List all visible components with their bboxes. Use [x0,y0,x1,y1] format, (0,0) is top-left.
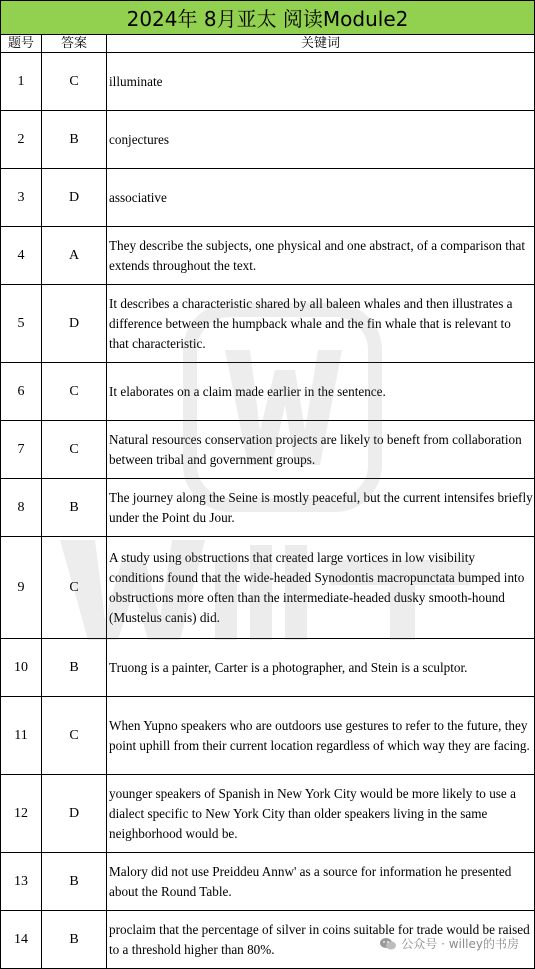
question-number: 12 [1,775,42,853]
table-row [1,169,535,227]
question-number: 6 [1,363,42,421]
table-row [1,697,535,775]
answer-letter: A [42,227,107,285]
keyword-text: illuminate [107,53,535,111]
table-row [1,421,535,479]
answer-letter: C [42,697,107,775]
keyword-text: A study using obstructions that created large vortices in low visibility conditions found that the wide-headed Synodontis macropunctata bumped into obstructions more often than the intermediate-headed dusky smooth-hound (Mustelus canis) did. [107,537,535,639]
question-number: 4 [1,227,42,285]
answer-letter: C [42,363,107,421]
table-row [1,53,535,111]
answer-letter: C [42,537,107,639]
keyword-text: proclaim that the percentage of silver in coins suitable for trade would be raised to a threshold higher than 80%. [107,911,535,969]
header-answer: 答案 [42,35,107,53]
table-row [1,227,535,285]
keyword-text: They describe the subjects, one physical and one abstract, of a comparison that extends throughout the text. [107,227,535,285]
keyword-text: Malory did not use Preiddeu Annw' as a source for information he presented about the Round Table. [107,853,535,911]
header-row [1,35,535,53]
question-number: 3 [1,169,42,227]
keyword-text: When Yupno speakers who are outdoors use gestures to refer to the future, they point uphill from their current location regardless of which way they are facing. [107,697,535,775]
keyword-text: Natural resources conservation projects are likely to beneft from collaboration between tribal and government groups. [107,421,535,479]
keyword-text: associative [107,169,535,227]
table-row [1,639,535,697]
keyword-text: younger speakers of Spanish in New York City would be more likely to use a dialect specific to New York City than older speakers living in the same neighborhood would be. [107,775,535,853]
title-row [1,1,535,35]
question-number: 2 [1,111,42,169]
question-number: 7 [1,421,42,479]
answer-letter: D [42,169,107,227]
keyword-text: It elaborates on a claim made earlier in the sentence. [107,363,535,421]
answer-letter: C [42,421,107,479]
question-number: 1 [1,53,42,111]
header-number: 题号 [1,35,42,53]
table-row [1,111,535,169]
table-row [1,775,535,853]
answer-letter: D [42,285,107,363]
header-keyword: 关键词 [107,35,535,53]
question-number: 8 [1,479,42,537]
answer-letter: B [42,911,107,969]
footer-text: 公众号 · willey的书房 [401,937,519,951]
table-row [1,479,535,537]
question-number: 5 [1,285,42,363]
question-number: 14 [1,911,42,969]
question-number: 11 [1,697,42,775]
question-number: 10 [1,639,42,697]
answer-letter: B [42,639,107,697]
table-row [1,363,535,421]
answer-letter: B [42,479,107,537]
wechat-icon [379,937,397,951]
keyword-text: The journey along the Seine is mostly peaceful, but the current intensifes briefly under the Point du Jour. [107,479,535,537]
table-row [1,853,535,911]
answer-letter: B [42,111,107,169]
table-row [1,537,535,639]
question-number: 9 [1,537,42,639]
page-title: 2024年 8月亚太 阅读Module2 [1,1,535,35]
keyword-text: Truong is a painter, Carter is a photographer, and Stein is a sculptor. [107,639,535,697]
question-number: 13 [1,853,42,911]
keyword-text: conjectures [107,111,535,169]
answer-letter: C [42,53,107,111]
answer-letter: D [42,775,107,853]
table-row [1,285,535,363]
answer-letter: B [42,853,107,911]
keyword-text: It describes a characteristic shared by all baleen whales and then illustrates a difference between the humpback whale and the fin whale that is relevant to that characteristic. [107,285,535,363]
footer-watermark [379,935,519,952]
